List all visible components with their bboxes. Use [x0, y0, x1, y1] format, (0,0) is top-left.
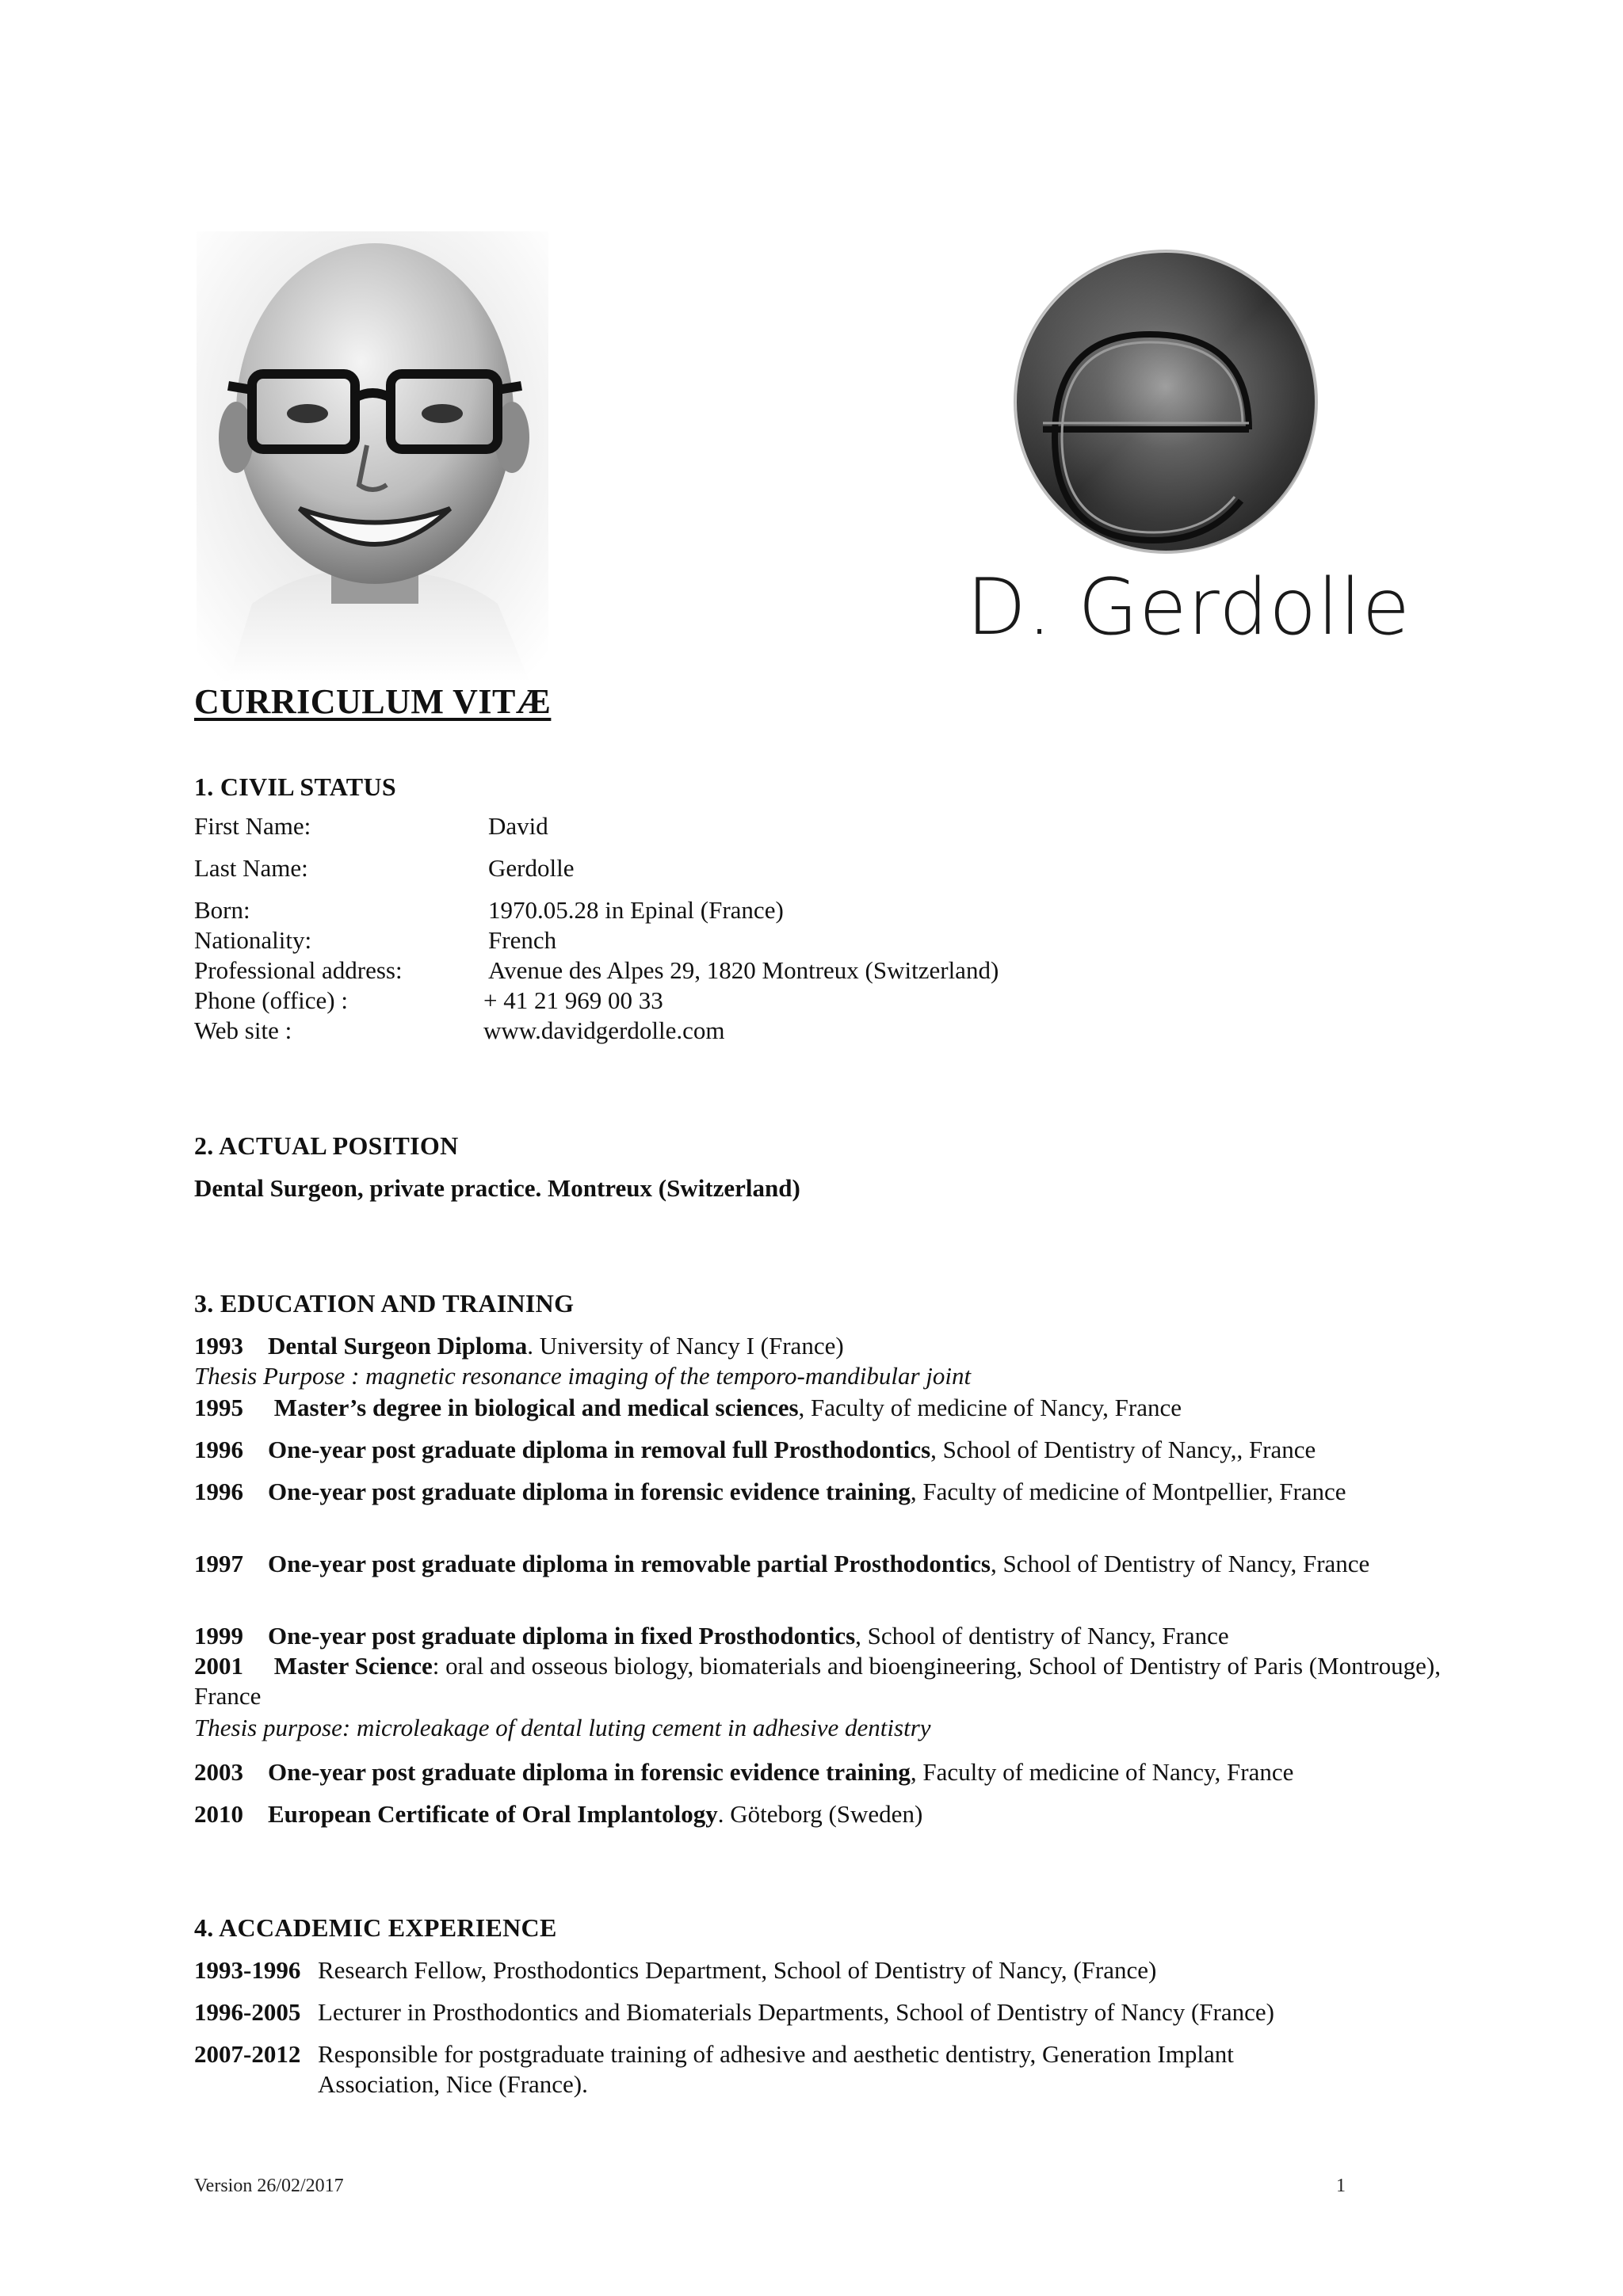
thesis-note: Thesis Purpose : magnetic resonance imaging of the temporo-mandibular joint [194, 1362, 972, 1390]
education-year: 2001 [194, 1652, 243, 1680]
page-number: 1 [1336, 2176, 1346, 2196]
academic-description: Research Fellow, Prosthodontics Department, School of Dentistry of Nancy, (France) [318, 1956, 1157, 1984]
education-detail: , School of Dentistry of Nancy, France [990, 1550, 1370, 1577]
academic-heading: 4. ACCADEMIC EXPERIENCE [194, 1913, 557, 1942]
brand-logo [935, 238, 1411, 681]
education-detail: , Faculty of medicine of Nancy, France [798, 1394, 1182, 1421]
education-heading: 3. EDUCATION AND TRAINING [194, 1289, 575, 1318]
education-detail: . Göteborg (Sweden) [717, 1800, 923, 1828]
education-entry [194, 1799, 1446, 1829]
logo-name: D. Gerdolle [966, 563, 1411, 653]
logo-emblem-icon [1011, 247, 1320, 556]
education-entry [194, 1477, 1446, 1507]
education-year: 1995 [194, 1394, 243, 1421]
education-year: 2010 [194, 1800, 243, 1828]
academic-description: Responsible for postgraduate training of adhesive and aesthetic dentistry, Generation Implant Association, Nice (France). [318, 2040, 1234, 2098]
education-title: Master Science [273, 1652, 433, 1680]
born-value: 1970.05.28 in Epinal (France) [488, 896, 784, 924]
education-title: One-year post graduate diploma in forensic evidence training [268, 1758, 911, 1786]
education-detail: , Faculty of medicine of Montpellier, France [910, 1478, 1346, 1505]
education-year: 1993 [194, 1332, 243, 1360]
academic-years: 1993-1996 [194, 1956, 301, 1984]
education-entry [194, 1621, 1446, 1651]
education-title: Master’s degree in biological and medical sciences [273, 1394, 799, 1421]
education-entry [194, 1393, 1446, 1423]
position-heading: 2. ACTUAL POSITION [194, 1131, 459, 1160]
website-label: Web site : [194, 1016, 292, 1044]
education-title: European Certificate of Oral Implantology [268, 1800, 718, 1828]
education-entry [194, 1651, 1446, 1711]
education-entry [194, 1757, 1446, 1787]
born-label: Born: [194, 896, 250, 924]
position-text: Dental Surgeon, private practice. Montreux (Switzerland) [194, 1174, 800, 1202]
nationality-label: Nationality: [194, 926, 312, 954]
last-name-value: Gerdolle [488, 854, 575, 882]
education-title: One-year post graduate diploma in removable partial Prosthodontics [268, 1550, 991, 1577]
thesis-note: Thesis purpose: microleakage of dental luting cement in adhesive dentistry [194, 1714, 931, 1741]
education-entry [194, 1435, 1446, 1465]
education-detail: , Faculty of medicine of Nancy, France [910, 1758, 1294, 1786]
education-detail: , School of dentistry of Nancy, France [855, 1622, 1229, 1650]
education-entry [194, 1549, 1446, 1579]
academic-entry [194, 2039, 1312, 2100]
portrait-photo [197, 231, 548, 681]
version-footer: Version 26/02/2017 [194, 2176, 344, 2196]
address-value: Avenue des Alpes 29, 1820 Montreux (Switzerland) [488, 956, 999, 984]
education-year: 1996 [194, 1478, 243, 1505]
nationality-value: French [488, 926, 557, 954]
academic-years: 2007-2012 [194, 2040, 301, 2068]
academic-entry [194, 1955, 1462, 1985]
phone-value: + 41 21 969 00 33 [483, 986, 663, 1014]
last-name-label: Last Name: [194, 854, 308, 882]
academic-entry [194, 1997, 1462, 2027]
education-title: One-year post graduate diploma in forensic evidence training [268, 1478, 911, 1505]
education-detail: , School of Dentistry of Nancy,, France [930, 1436, 1316, 1463]
education-year: 1997 [194, 1550, 243, 1577]
address-label: Professional address: [194, 956, 403, 984]
education-detail: : oral and osseous biology, biomaterials and bioengineering, School of Dentistry of Paris (Montrouge), France [194, 1652, 1441, 1710]
cv-title: CURRICULUM VITÆ [194, 682, 552, 721]
education-title: One-year post graduate diploma in fixed Prosthodontics [268, 1622, 856, 1650]
website-link[interactable]: www.davidgerdolle.com [483, 1016, 725, 1044]
academic-description: Lecturer in Prosthodontics and Biomaterials Departments, School of Dentistry of Nancy (France) [318, 1998, 1274, 2026]
first-name-value: David [488, 812, 548, 840]
education-year: 2003 [194, 1758, 243, 1786]
academic-years: 1996-2005 [194, 1998, 301, 2026]
education-title: One-year post graduate diploma in removal full Prosthodontics [268, 1436, 931, 1463]
education-detail: . University of Nancy I (France) [527, 1332, 844, 1360]
education-year: 1999 [194, 1622, 243, 1650]
civil-status-heading: 1. CIVIL STATUS [194, 772, 396, 801]
first-name-label: First Name: [194, 812, 311, 840]
education-title: Dental Surgeon Diploma [268, 1332, 528, 1360]
education-year: 1996 [194, 1436, 243, 1463]
phone-label: Phone (office) : [194, 986, 348, 1014]
education-entry [194, 1331, 1446, 1361]
